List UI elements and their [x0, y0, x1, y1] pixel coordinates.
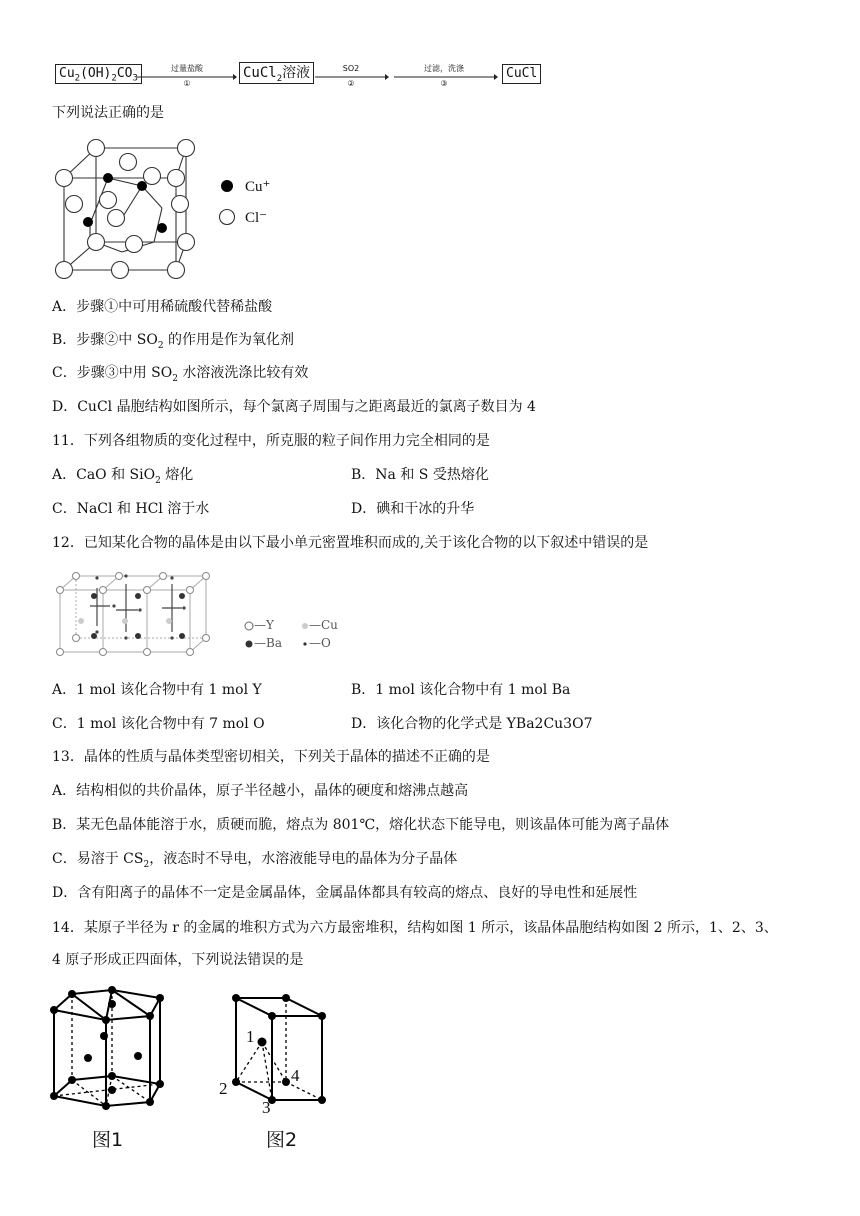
legend-o-label: —O: [309, 636, 331, 650]
q12-option-d: D．该化合物的化学式是 YBa2Cu3O7: [351, 716, 593, 732]
q14-stem-line2: 4 原子形成正四面体，下列说法错误的是: [52, 952, 304, 968]
q12-option-a: A．1 mol 该化合物中有 1 mol Y: [52, 682, 262, 698]
step2-top-label: SO2: [342, 64, 360, 73]
cucl-unit-cell-diagram: [50, 132, 210, 282]
step3-top-label: 过滤，洗涤: [424, 64, 464, 73]
step3-bottom-label: ③: [440, 79, 448, 88]
cucl-legend-markers: [218, 178, 238, 230]
q10-option-c: C．步骤③中用 $SO_2$ 水溶液洗涤比较有效: [52, 365, 309, 384]
legend-cu-label: Cu⁺: [245, 179, 271, 195]
q11-option-b: B．Na 和 S 受热熔化: [351, 467, 489, 483]
legend-cu-label-2: —Cu: [309, 618, 338, 632]
q13-option-c: C．易溶于 $CS_2$，液态时不导电，水溶液能导电的晶体为分子晶体: [52, 851, 458, 870]
q13-stem: 13．晶体的性质与晶体类型密切相关，下列关于晶体的描述不正确的是: [52, 749, 490, 765]
step1-top-label: 过量盐酸: [171, 64, 203, 73]
q10-option-a: A．步骤①中可用稀硫酸代替稀盐酸: [52, 299, 273, 315]
legend-ba-label: —Ba: [254, 636, 282, 650]
step2-bottom-label: ②: [347, 79, 355, 88]
q10-option-b: B．步骤②中 $SO_2$ 的作用是作为氧化剂: [52, 332, 294, 351]
q11-option-c: C．NaCl 和 HCl 溶于水: [52, 501, 210, 517]
q12-stem: 12．已知某化合物的晶体是由以下最小单元密置堆积而成的,关于该化合物的以下叙述中错误的是: [52, 535, 649, 551]
legend-y-label: —Y: [254, 618, 274, 632]
atom-label-4: 4: [291, 1066, 300, 1085]
q11-option-d: D．碘和干冰的升华: [351, 501, 475, 517]
q13-option-b: B．某无色晶体能溶于水，质硬而脆，熔点为 801℃，熔化状态下能导电，则该晶体可能为离子晶体: [52, 817, 670, 833]
legend-cl-label: Cl⁻: [245, 210, 268, 226]
q10-stem: 下列说法正确的是: [52, 105, 164, 121]
q13-option-d: D．含有阳离子的晶体不一定是金属晶体，金属晶体都具有较高的熔点、良好的导电性和延展性: [52, 885, 638, 901]
step1-bottom-label: ①: [183, 79, 191, 88]
q11-option-a: A．CaO 和 SiO$_2$ 熔化: [52, 467, 194, 486]
q10-option-d: D．CuCl 晶胞结构如图所示，每个氯离子周围与之距离最近的氯离子数目为 4: [52, 399, 536, 415]
atom-label-3: 3: [262, 1098, 271, 1117]
figure-1-caption: 图1: [92, 1129, 124, 1151]
q14-stem-line1: 14．某原子半径为 r 的金属的堆积方式为六方最密堆积，结构如图 1 所示，该晶体晶胞结构如图 2 所示，1、2、3、: [52, 920, 778, 936]
ybco-unit-cell-diagram: [54, 570, 214, 662]
atom-label-2: 2: [219, 1079, 228, 1098]
hcp-structure-figure-1: [48, 988, 168, 1120]
q11-stem: 11．下列各组物质的变化过程中，所克服的粒子间作用力完全相同的是: [52, 433, 490, 449]
hcp-unit-cell-figure-2: [216, 988, 336, 1118]
atom-label-1: 1: [246, 1027, 255, 1046]
flow-end-box: CuCl: [502, 64, 541, 84]
q12-option-c: C．1 mol 该化合物中有 7 mol O: [52, 716, 265, 732]
q13-option-a: A．结构相似的共价晶体，原子半径越小，晶体的硬度和熔沸点越高: [52, 783, 469, 799]
flow-start-box: $Cu_2(OH)_2CO_3$: [55, 64, 142, 84]
q12-option-b: B．1 mol 该化合物中有 1 mol Ba: [351, 682, 571, 698]
flow-mid-box: CuCl$_2$溶液: [239, 62, 314, 84]
figure-2-caption: 图2: [266, 1129, 298, 1151]
